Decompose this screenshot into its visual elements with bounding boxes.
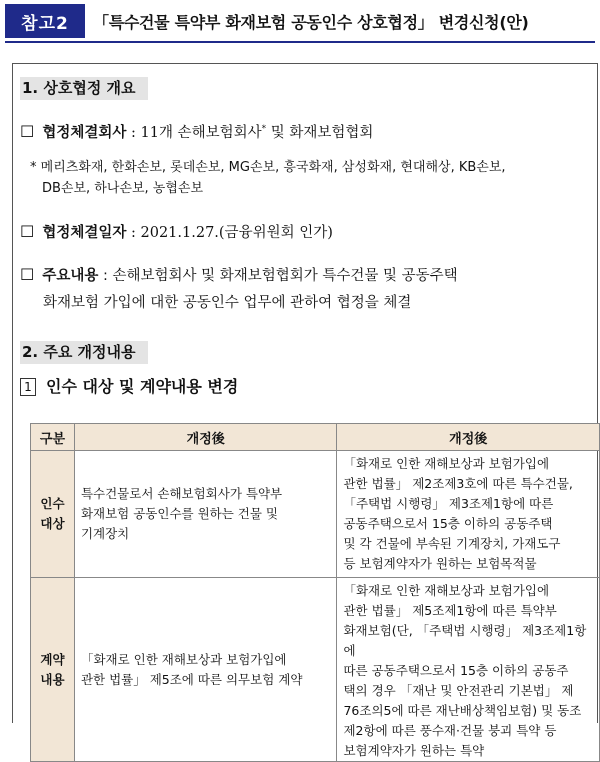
cell-line: 및 각 건물에 부속된 기계장치, 가재도구 (343, 536, 561, 551)
before-cell (74, 578, 337, 762)
boxed-number-icon: 1 (20, 378, 36, 396)
reference-badge: 참고2 (5, 4, 85, 38)
cell-line: 관한 법률」 제5조제1항에 따른 특약부 (343, 603, 557, 618)
section2-heading (20, 341, 148, 367)
cell-line: 관한 법률」 제5조에 따른 의무보험 계약 (80, 671, 303, 687)
checkbox-square-icon: ☐ (20, 222, 35, 241)
table-row (31, 578, 600, 762)
row-label-line: 대상 (40, 516, 65, 531)
cell-line: 등 보험계약자가 원하는 보험목적물 (343, 556, 537, 571)
header-after: 개정後 (337, 424, 600, 451)
row-label-line: 내용 (40, 671, 65, 687)
section2-title: 2. 주요 개정내용 (20, 341, 148, 364)
cell-line: 따른 공동주택으로서 15층 이하의 공동주 (343, 663, 569, 678)
contract-companies-item (20, 121, 373, 142)
cell-line: 공동주택으로서 15층 이하의 공동주택 (343, 516, 553, 531)
revision-table (30, 423, 600, 762)
contract-date-text: : 2021.1.27.(금융위원회 인가) (126, 225, 333, 241)
companies-note (30, 157, 590, 199)
after-cell (337, 578, 600, 762)
cell-line: 화재보험 공동인수를 원하는 건물 및 (80, 506, 278, 521)
header-category: 구분 (31, 424, 75, 451)
after-cell (337, 451, 600, 578)
row-label-line: 계약 (40, 651, 65, 667)
cell-line: 기계장치 (80, 526, 130, 541)
main-content-line2: 화재보험 가입에 대한 공동인수 업무에 관하여 협정을 체결 (43, 295, 412, 311)
companies-note-line2: DB손보, 하나손보, 농협손보 (42, 181, 204, 196)
main-content-label: 주요내용 (42, 268, 99, 284)
cell-line: 화재보험(단, 「주택법 시행령」 제3조제1항에 (343, 623, 587, 658)
header (5, 4, 595, 38)
cell-line: 「주택법 시행령」 제3조제1항에 따른 (343, 496, 554, 511)
contract-companies-label: 협정체결회사 (42, 125, 127, 141)
cell-line: 보험계약자가 원하는 특약 (343, 743, 485, 758)
table-header-row (31, 424, 600, 451)
subsection-title: 인수 대상 및 계약내용 변경 (46, 377, 239, 396)
document-title: 「특수건물 특약부 화재보험 공동인수 상호협정」 변경신청(안) (93, 12, 529, 32)
contract-companies-text: : 11개 손해보험회사 (126, 125, 262, 141)
section1-heading (20, 77, 148, 103)
header-before: 개정後 (74, 424, 337, 451)
main-content-item (20, 264, 458, 285)
cell-line: 관한 법률」 제2조제3호에 따른 특수건물, (343, 476, 573, 491)
row-label (31, 578, 75, 762)
contract-date-label: 협정체결일자 (42, 225, 127, 241)
before-cell (74, 451, 337, 578)
main-content-line1: : 손해보험회사 및 화재보험협회가 특수건물 및 공동주택 (98, 268, 458, 284)
contract-date-item (20, 221, 333, 242)
checkbox-square-icon: ☐ (20, 265, 35, 284)
header-underline (5, 41, 595, 43)
subsection-heading (20, 374, 238, 397)
footnote-mark: * (261, 124, 267, 135)
companies-note-line1: * 메리츠화재, 한화손보, 롯데손보, MG손보, 흥국화재, 삼성화재, 현대해상, KB손보, (30, 160, 506, 175)
cell-line: 76조의5에 따른 재난배상책임보험) 및 동조 (343, 703, 582, 718)
cell-line: 택의 경우 「재난 및 안전관리 기본법」 제 (343, 683, 574, 698)
cell-line: 「화재로 인한 재해보상과 보험가입에 (343, 583, 550, 598)
cell-line: 제2항에 따른 풍수재·건물 붕괴 특약 등 (343, 723, 557, 738)
row-label (31, 451, 75, 578)
table-row (31, 451, 600, 578)
row-label-line: 인수 (40, 496, 65, 511)
checkbox-square-icon: ☐ (20, 122, 35, 141)
cell-line: 특수건물로서 손해보험회사가 특약부 (80, 486, 283, 501)
cell-line: 「화재로 인한 재해보상과 보험가입에 (80, 651, 287, 667)
section1-title: 1. 상호협정 개요 (20, 77, 148, 100)
contract-companies-text2: 및 화재보험협회 (266, 125, 374, 141)
cell-line: 「화재로 인한 재해보상과 보험가입에 (343, 456, 550, 471)
